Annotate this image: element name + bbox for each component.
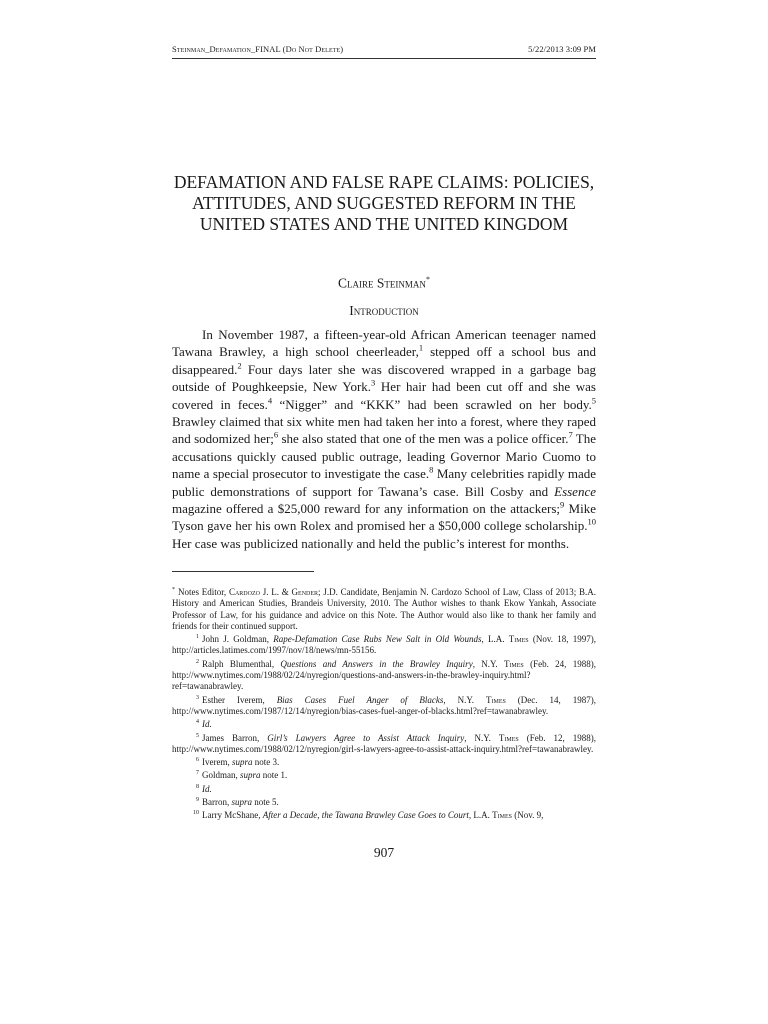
footnote-reference: 1	[418, 343, 424, 354]
footnote-italic: Bias Cases Fuel Anger of Blacks	[276, 694, 444, 705]
body-text-run: Brawley claimed that six white men had taken her into a forest, where they raped and sodomized her;	[172, 414, 596, 447]
footnote-text: , N.Y.	[464, 732, 499, 743]
footnote-text: , L.A.	[468, 810, 493, 821]
body-text-run: Her case was publicized nationally and held the public’s interest for months.	[172, 535, 570, 551]
footnote-text: Barron,	[202, 797, 232, 808]
footnote-text: note 5.	[252, 797, 279, 808]
footnote-smallcaps: Cardozo J. L. & Gender	[228, 587, 319, 597]
body-text-run: “Nigger” and “KKK” had been scrawled on her body.	[272, 396, 592, 412]
footnote-smallcaps: Times	[503, 658, 524, 669]
footnote-reference: 2	[237, 360, 242, 371]
footnote-smallcaps: Times	[498, 732, 519, 743]
footnote-mark: 8	[196, 783, 199, 790]
footnotes	[172, 585, 596, 822]
body-text-run: she also stated that one of the men was a police officer.	[278, 431, 569, 447]
footnote-number	[172, 782, 202, 795]
footnote-text: note 3.	[252, 757, 280, 768]
footnote-reference: 7	[568, 430, 573, 441]
footnote-mark: 4	[196, 719, 199, 726]
footnote-divider	[172, 571, 314, 572]
header-filename: Steinman_Defamation_FINAL (Do Not Delete)	[172, 44, 344, 54]
italic-text: Essence	[554, 483, 596, 499]
footnote-text: Goldman,	[202, 770, 240, 781]
author-name: Claire Steinman	[338, 275, 426, 291]
footnote-mark: 1	[196, 634, 199, 641]
body-text-run: In November 1987, a fifteen-year-old African American teenager named Tawana Brawley, a high school cheerleader,	[172, 327, 596, 360]
body-text-run: The accusations quickly caused public outrage, leading Governor Mario Cuomo to name a special prosecutor to investigate the case.	[172, 431, 596, 482]
intro-paragraph	[172, 326, 596, 552]
footnote-reference: 4	[267, 395, 273, 406]
footnote	[172, 717, 596, 730]
footnote-mark: 10	[193, 810, 199, 817]
footnote-italic: supra	[231, 757, 253, 768]
footnote-number	[172, 632, 202, 645]
footnote-text: ; J.D. Candidate, Benjamin N. Cardozo School of Law, Class of 2013; B.A. History and American Studies, Brandeis University, 2010. The Author wishes to thank Ekow Yankah, Associate Professor of Law, for his guidance and advice on this Note. The Author would also like to thank her family and friends for their continued support.	[172, 587, 596, 631]
header-timestamp: 5/22/2013 3:09 PM	[528, 44, 596, 54]
body-text-run: Four days later she was discovered wrapped in a garbage bag outside of Poughkeepsie, New York.	[172, 361, 596, 395]
footnote-text: Esther Iverem,	[202, 694, 277, 705]
body-text-run: stepped off a school bus and disappeared.	[172, 344, 596, 377]
footnote	[172, 768, 596, 781]
footnote-smallcaps: Times	[485, 694, 506, 705]
footnote-reference: 6	[273, 430, 279, 441]
footnote	[172, 755, 596, 768]
footnote-text: Larry McShane,	[202, 810, 263, 821]
footnote-mark: 3	[196, 694, 199, 701]
footnote-mark: *	[172, 587, 175, 593]
footnote	[172, 795, 596, 808]
footnote-text: John J. Goldman,	[202, 634, 274, 645]
footnote-text: , N.Y.	[472, 658, 504, 669]
footnote-number	[172, 717, 202, 730]
footnote-mark: 7	[196, 770, 199, 777]
footnote-text: Notes Editor,	[178, 587, 229, 597]
footnote	[172, 657, 596, 693]
body-text-run: Many celebrities rapidly made public demonstrations of support for Tawana’s case. Bill Cosby and	[172, 466, 596, 499]
footnote	[172, 731, 596, 756]
footnote-italic: Rape-Defamation Case Rubs New Salt in Old Wounds	[273, 634, 482, 645]
footnote-number	[172, 731, 202, 744]
page-number: 907	[373, 845, 395, 860]
footnote-reference: 5	[591, 395, 596, 406]
footnote-mark: 5	[196, 732, 199, 739]
footnote-reference: 9	[560, 499, 565, 510]
footnote-number	[172, 657, 202, 670]
footnote-text: , N.Y.	[443, 694, 486, 705]
footnote-text: (Dec. 14, 1987), http://www.nytimes.com/1987/12/14/nyregion/bias-cases-fuel-anger-of-blacks.html?ref=tawanabrawley.	[172, 694, 597, 716]
footnote-italic: supra	[240, 770, 261, 781]
footnote-number	[172, 693, 202, 706]
footnote-italic: Id.	[202, 719, 212, 730]
footnote-number	[172, 755, 202, 768]
footnote-number	[172, 795, 202, 808]
running-header	[172, 44, 596, 59]
footnote-text: Iverem,	[202, 757, 232, 768]
footnote-text: (Feb. 12, 1988), http://www.nytimes.com/1988/02/12/nyregion/girl-s-lawyers-agree-to-assist-attack-inquiry.html?ref=tawanabrawley.	[172, 732, 596, 754]
footnote-number	[172, 768, 202, 781]
footnote-mark: 9	[196, 797, 199, 804]
footnote	[172, 632, 596, 657]
footnote-text: (Nov. 9,	[511, 810, 544, 821]
footnote-italic: Girl’s Lawyers Agree to Assist Attack Inquiry	[267, 732, 465, 743]
footnote-text: Ralph Blumenthal,	[202, 658, 281, 669]
body-text-run: Mike Tyson gave her his own Rolex and promised her a $50,000 college scholarship.	[172, 501, 596, 534]
footnote-mark: 6	[196, 757, 199, 764]
footnote	[172, 585, 596, 632]
footnote-italic: Id.	[202, 783, 212, 794]
footnote	[172, 782, 596, 795]
footnote-reference: 3	[371, 377, 376, 388]
section-heading: Introduction	[349, 303, 419, 318]
footnote-italic: Questions and Answers in the Brawley Inquiry	[280, 658, 473, 669]
article-title: DEFAMATION AND FALSE RAPE CLAIMS: POLICIES, ATTITUDES, AND SUGGESTED REFORM IN THE UNITED STATES AND THE UNITED KINGDOM	[173, 172, 595, 234]
footnote	[172, 693, 596, 718]
footnote-text: note 1.	[260, 770, 288, 781]
footnote-reference: 10	[587, 517, 596, 528]
footnote-text: , L.A.	[481, 634, 509, 645]
footnote-smallcaps: Times	[508, 634, 529, 645]
footnote-italic: After a Decade, the Tawana Brawley Case Goes to Court	[262, 810, 469, 821]
footnote-text: (Nov. 18, 1997), http://articles.latimes.com/1997/nov/18/news/mn-55156.	[172, 634, 596, 656]
footnote-italic: supra	[231, 797, 253, 808]
author-footnote-mark: *	[425, 275, 430, 284]
footnote-mark: 2	[196, 658, 199, 665]
author-line	[172, 275, 596, 292]
footnote-text: James Barron,	[202, 732, 268, 743]
footnote-text: (Feb. 24, 1988), http://www.nytimes.com/1988/02/24/nyregion/questions-and-answers-in-the-brawley-inquiry.html?ref=tawanabrawley.	[172, 658, 597, 692]
footnote-reference: 8	[429, 464, 434, 475]
footnote-smallcaps: Times	[492, 810, 512, 821]
body-text-run: magazine offered a $25,000 reward for any information on the attackers;	[172, 501, 561, 517]
footnote	[172, 808, 596, 821]
body-text-run: Her hair had been cut off and she was covered in feces.	[172, 379, 596, 412]
footnote-number	[172, 808, 202, 821]
